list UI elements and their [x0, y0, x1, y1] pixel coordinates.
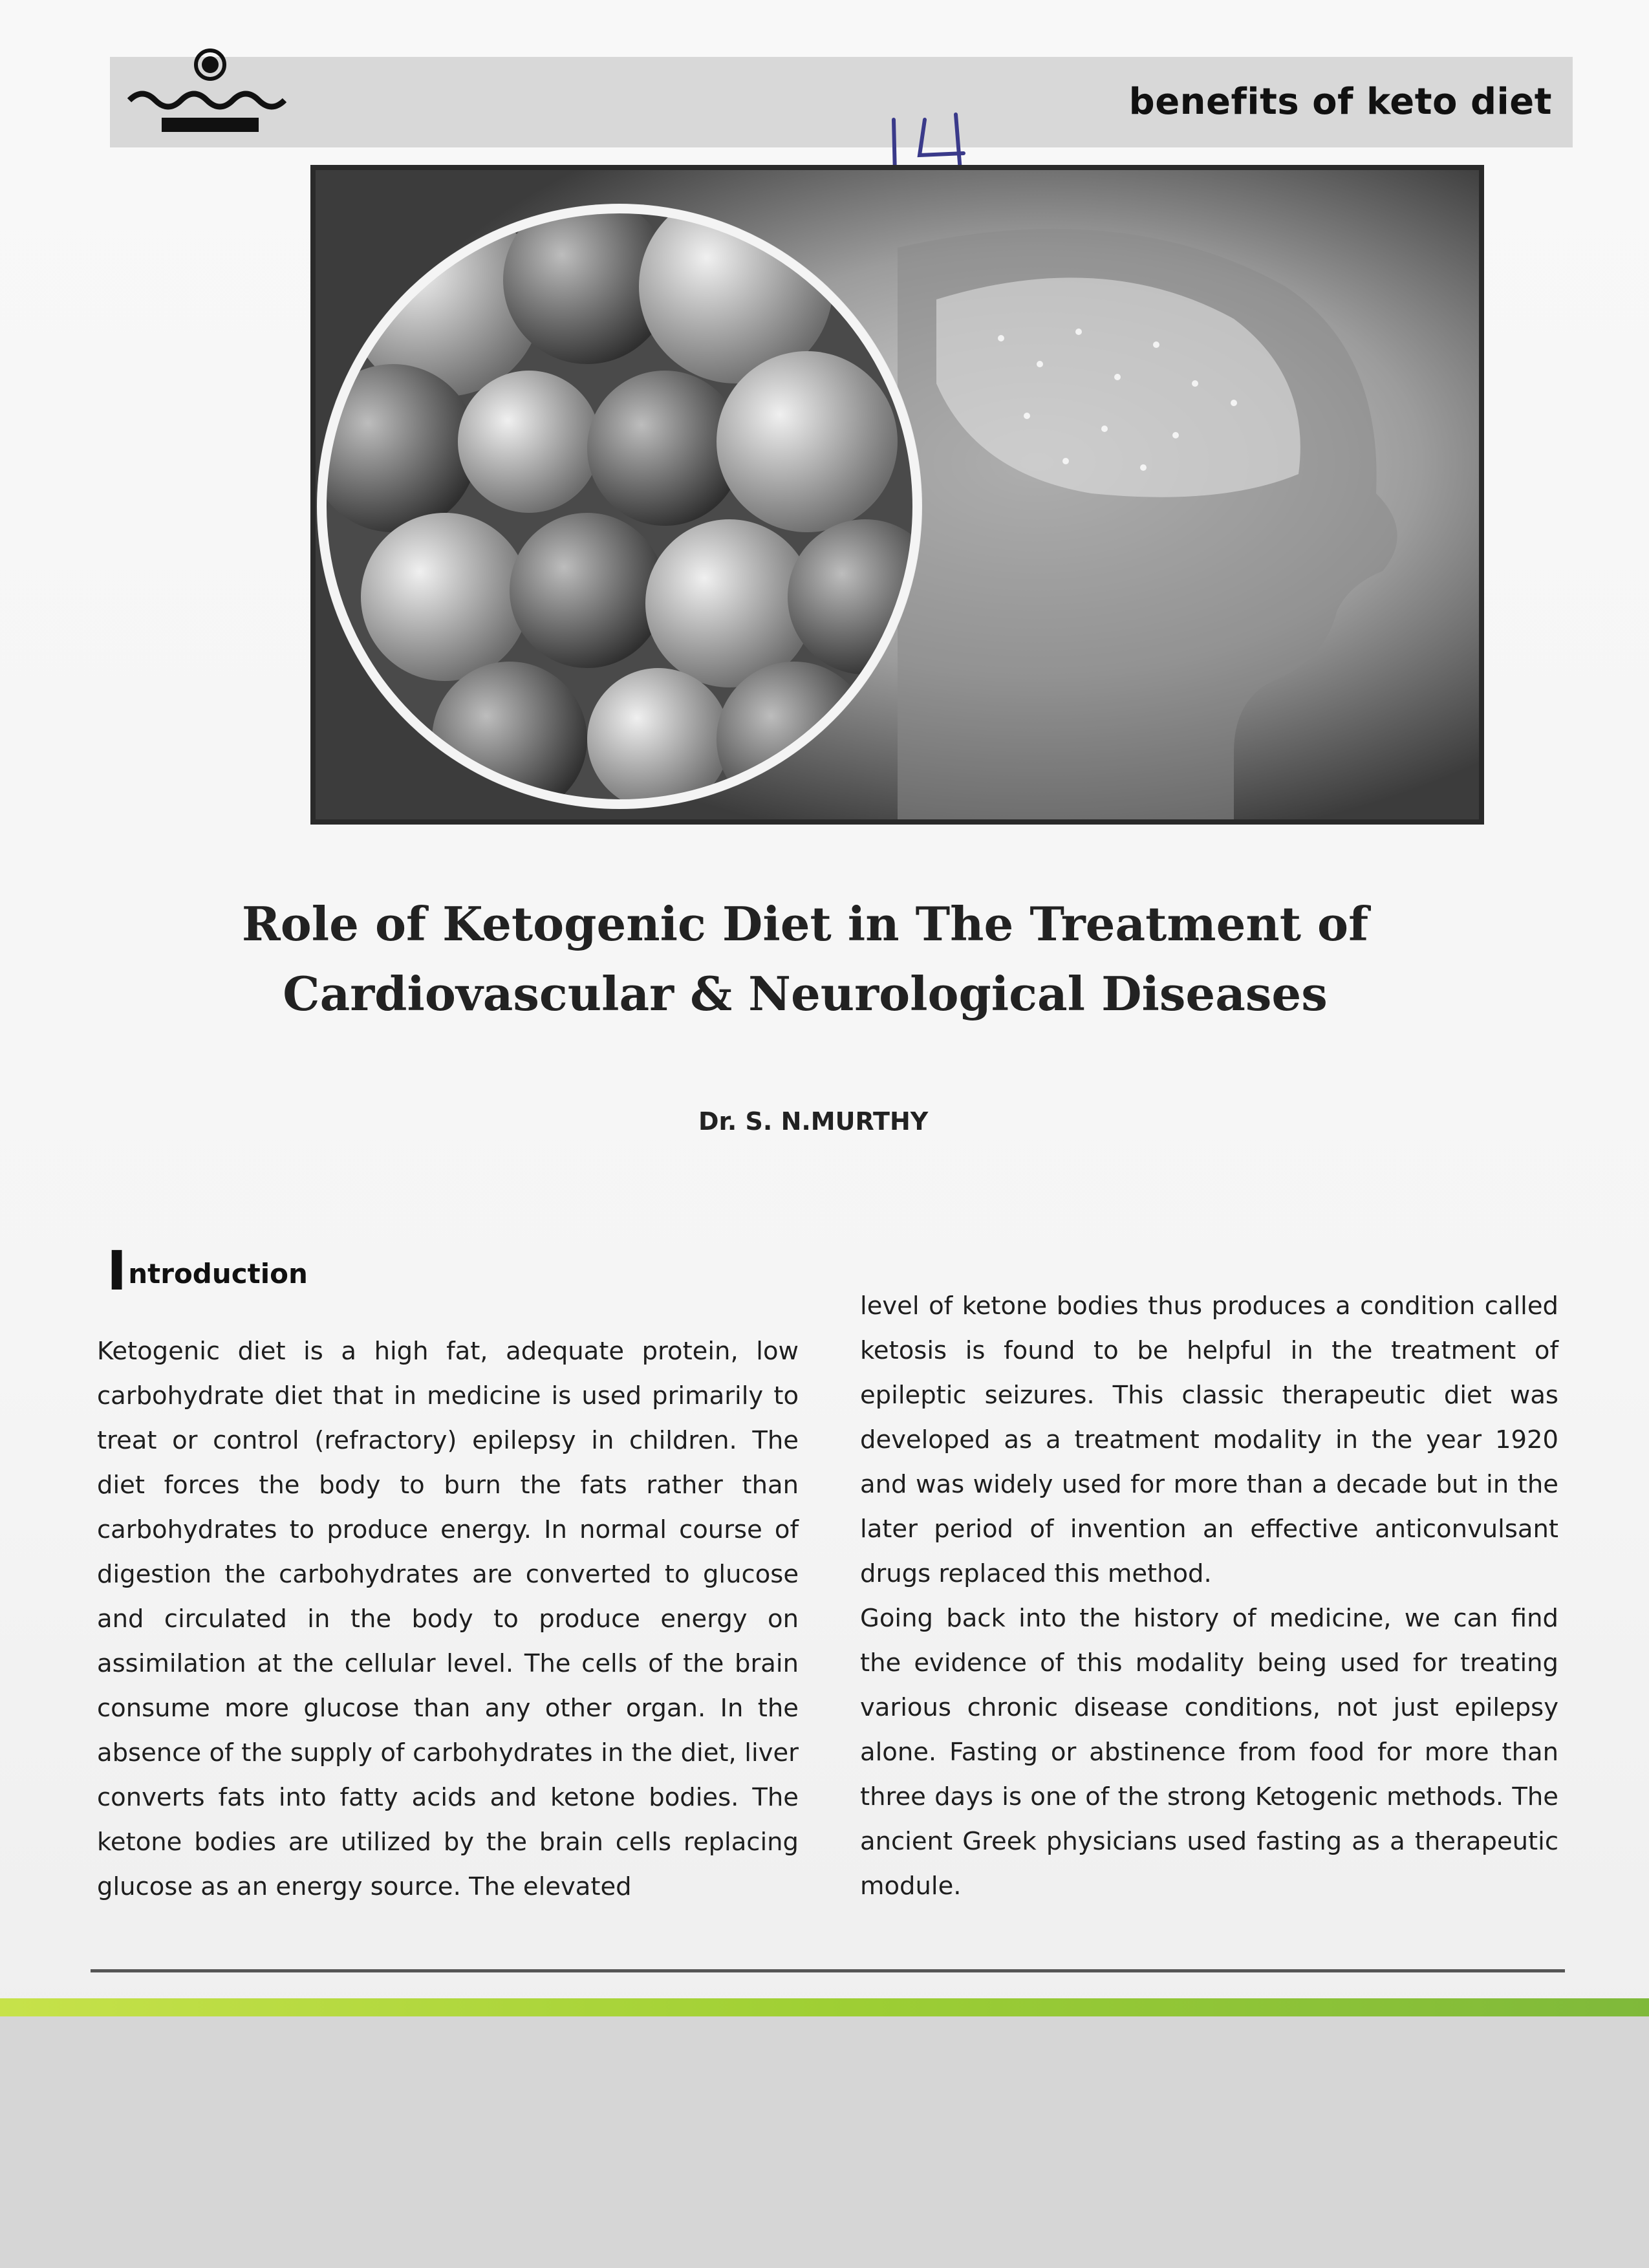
scan-bottom-margin [0, 2016, 1649, 2268]
article-title-line-2: Cardiovascular & Neurological Diseases [283, 966, 1328, 1021]
introduction-heading-text: ntroduction [128, 1258, 308, 1290]
footer-rule [91, 1969, 1565, 1972]
article-title-line-1: Role of Ketogenic Diet in The Treatment of [241, 896, 1369, 951]
right-column-paragraph-1: level of ketone bodies thus produces a condition called ketosis is found to be helpful in the treatment of epileptic seizures. This classic therapeutic diet was developed as a treatment modality in the year 1920 and was widely used for more than a decade but in the later period of invention an effective anticonvulsant drugs replaced this method. [860, 1291, 1558, 1588]
left-column-paragraph: Ketogenic diet is a high fat, adequate protein, low carbohydrate diet that in medicine is used primarily to treat or control (refractory) epilepsy in children. The diet forces the body to burn the fats rather than carbohydrates to produce energy. In normal course of digestion the carbohydrates are converted to glucose and circulated in the body to produce energy on assimilation at the cellular level. The cells of the brain consume more glucose than any other organ. In the absence of the supply of carbohydrates in the diet, liver converts fats into fatty acids and ketone bodies. The ketone bodies are utilized by the brain cells replacing glucose as an energy source. The elevated [97, 1337, 799, 1901]
right-column [860, 1284, 1558, 1908]
author-name: Dr. S. N.MURTHY [698, 1107, 929, 1136]
vegetables-and-brain-photo [316, 170, 1479, 819]
footer-color-strip [0, 1998, 1649, 2016]
sun-over-waves-logo-icon [123, 45, 297, 142]
right-column-paragraph-2: Going back into the history of medicine, we can find the evidence of this modality being used for treating various chronic disease conditions, not just epilepsy alone. Fasting or abstinence from food for more than three days is one of the strong Ketogenic methods. The ancient Greek physicians used fasting as a therapeutic module. [860, 1604, 1558, 1901]
article-title [110, 889, 1500, 1029]
introduction-heading [107, 1239, 308, 1302]
running-title: benefits of keto diet [1128, 81, 1552, 123]
article-photo-frame [310, 165, 1484, 825]
left-column [97, 1329, 799, 1909]
drop-cap: I [107, 1239, 127, 1302]
